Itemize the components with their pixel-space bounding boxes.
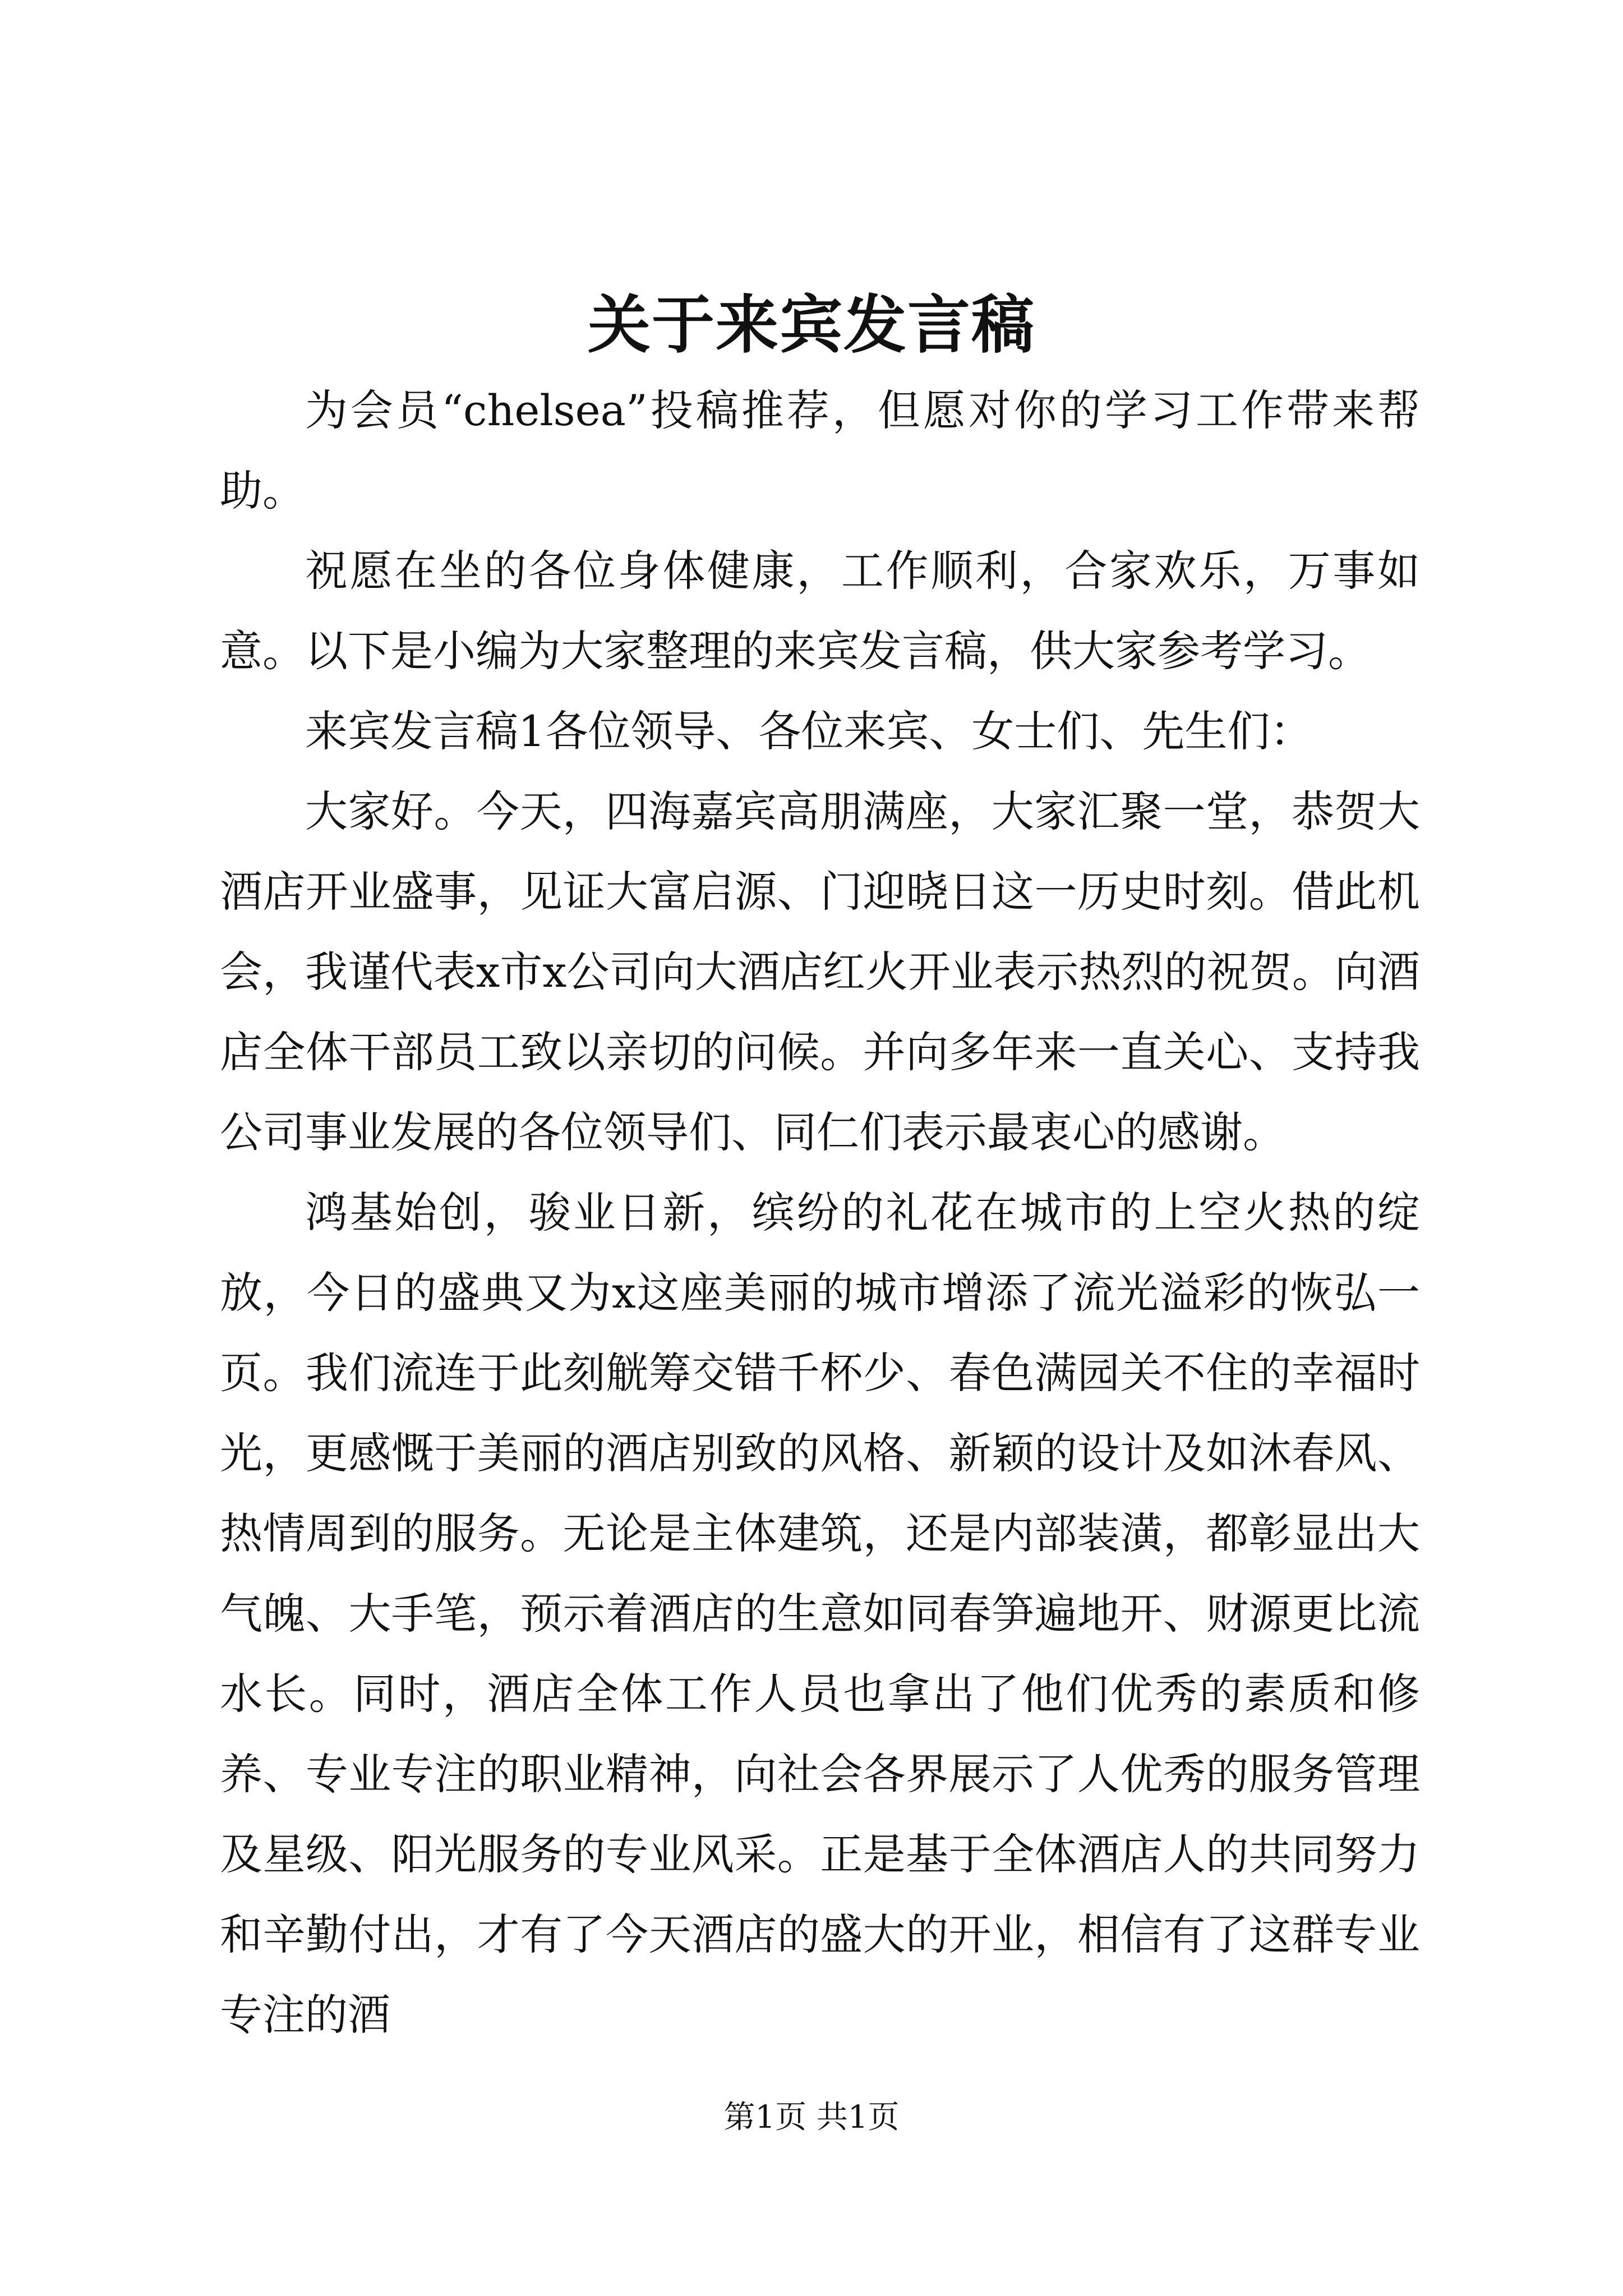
paragraph-3: 来宾发言稿1各位领导、各位来宾、女士们、先生们： [305, 706, 1313, 756]
document-title: 关于来宾发言稿 [588, 288, 1035, 362]
paragraph-4: 大家好。今天，四海嘉宾高朋满座，大家汇聚一堂，恭贺大酒店开业盛事，见证大富启源、门迎晓日这一历史时刻。借此机会，我谨代表x市x公司向大酒店红火开业表示热烈的祝贺。向酒店全体干部员工致以亲切的问候。并向多年来一直关心、支持我公司事业发展的各位领导们、同仁们表示最衷心的感谢。 [220, 786, 1420, 1157]
page-footer: 第1页 共1页 [723, 2099, 900, 2136]
paragraph-5: 鸿基始创，骏业日新，缤纷的礼花在城市的上空火热的绽放，今日的盛典又为x这座美丽的城市增添了流光溢彩的恢弘一页。我们流连于此刻觥筹交错千杯少、春色满园关不住的幸福时光，更感慨于美丽的酒店别致的风格、新颖的设计及如沐春风、热情周到的服务。无论是主体建筑，还是内部装潢，都彰显出大气魄、大手笔，预示着酒店的生意如同春笋遍地开、财源更比流水长。同时，酒店全体工作人员也拿出了他们优秀的素质和修养、专业专注的职业精神，向社会各界展示了人优秀的服务管理及星级、阳光服务的专业风采。正是基于全体酒店人的共同努力和辛勤付出，才有了今天酒店的盛大的开业，相信有了这群专业专注的酒 [220, 1188, 1420, 2040]
paragraph-1: 为会员“chelsea”投稿推荐，但愿对你的学习工作带来帮助。 [220, 385, 1420, 516]
document-body [220, 370, 1420, 2055]
paragraph-2: 祝愿在坐的各位身体健康，工作顺利，合家欢乐，万事如意。以下是小编为大家整理的来宾发言稿，供大家参考学习。 [220, 546, 1420, 676]
